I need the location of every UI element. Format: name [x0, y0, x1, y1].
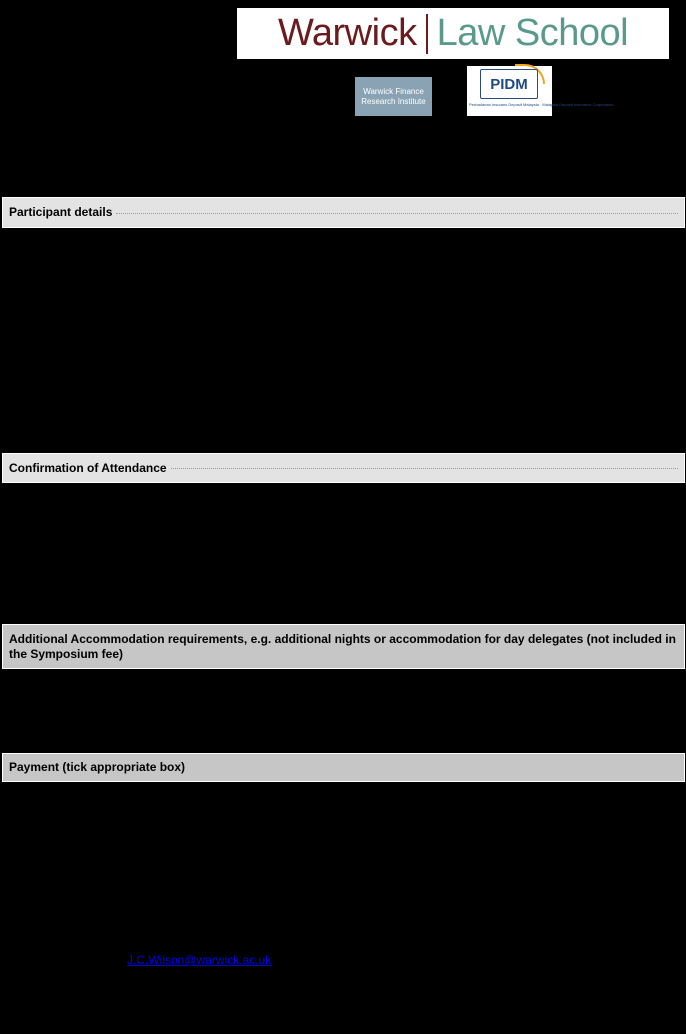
section-confirmation-of-attendance: [2, 453, 685, 483]
wfri-logo-text: Warwick Finance Research Institute: [361, 86, 426, 106]
contact-email-link[interactable]: J.C.Wilson@warwick.ac.uk: [127, 953, 272, 967]
section-participant-details-label: Participant details: [9, 205, 113, 219]
pidm-logo-text: PIDM: [490, 75, 528, 93]
pidm-mark: [480, 69, 538, 99]
pidm-logo: [467, 66, 614, 116]
section-accommodation-label: Additional Accommodation requirements, e.g. additional nights or accommodation for day delegates (not included in the Symposium fee): [9, 631, 676, 661]
logo-law-school-text: Law School: [436, 12, 629, 54]
logo-warwick-text: Warwick: [277, 12, 417, 54]
section-payment-label: Payment (tick appropriate box): [9, 760, 186, 774]
logo-divider: [426, 14, 428, 54]
section-participant-details: [2, 197, 685, 228]
pidm-logo-subtext: Perbadanan Insurans Deposit Malaysia · Malaysia Deposit Insurance Corporation: [469, 102, 614, 107]
warwick-law-school-logo: [237, 8, 669, 59]
section-confirmation-label: Confirmation of Attendance: [9, 460, 167, 475]
section-payment: [2, 753, 685, 782]
dotted-leader: [116, 212, 678, 214]
section-accommodation: [2, 624, 685, 669]
dotted-leader: [171, 467, 678, 469]
wfri-logo: [355, 77, 432, 116]
